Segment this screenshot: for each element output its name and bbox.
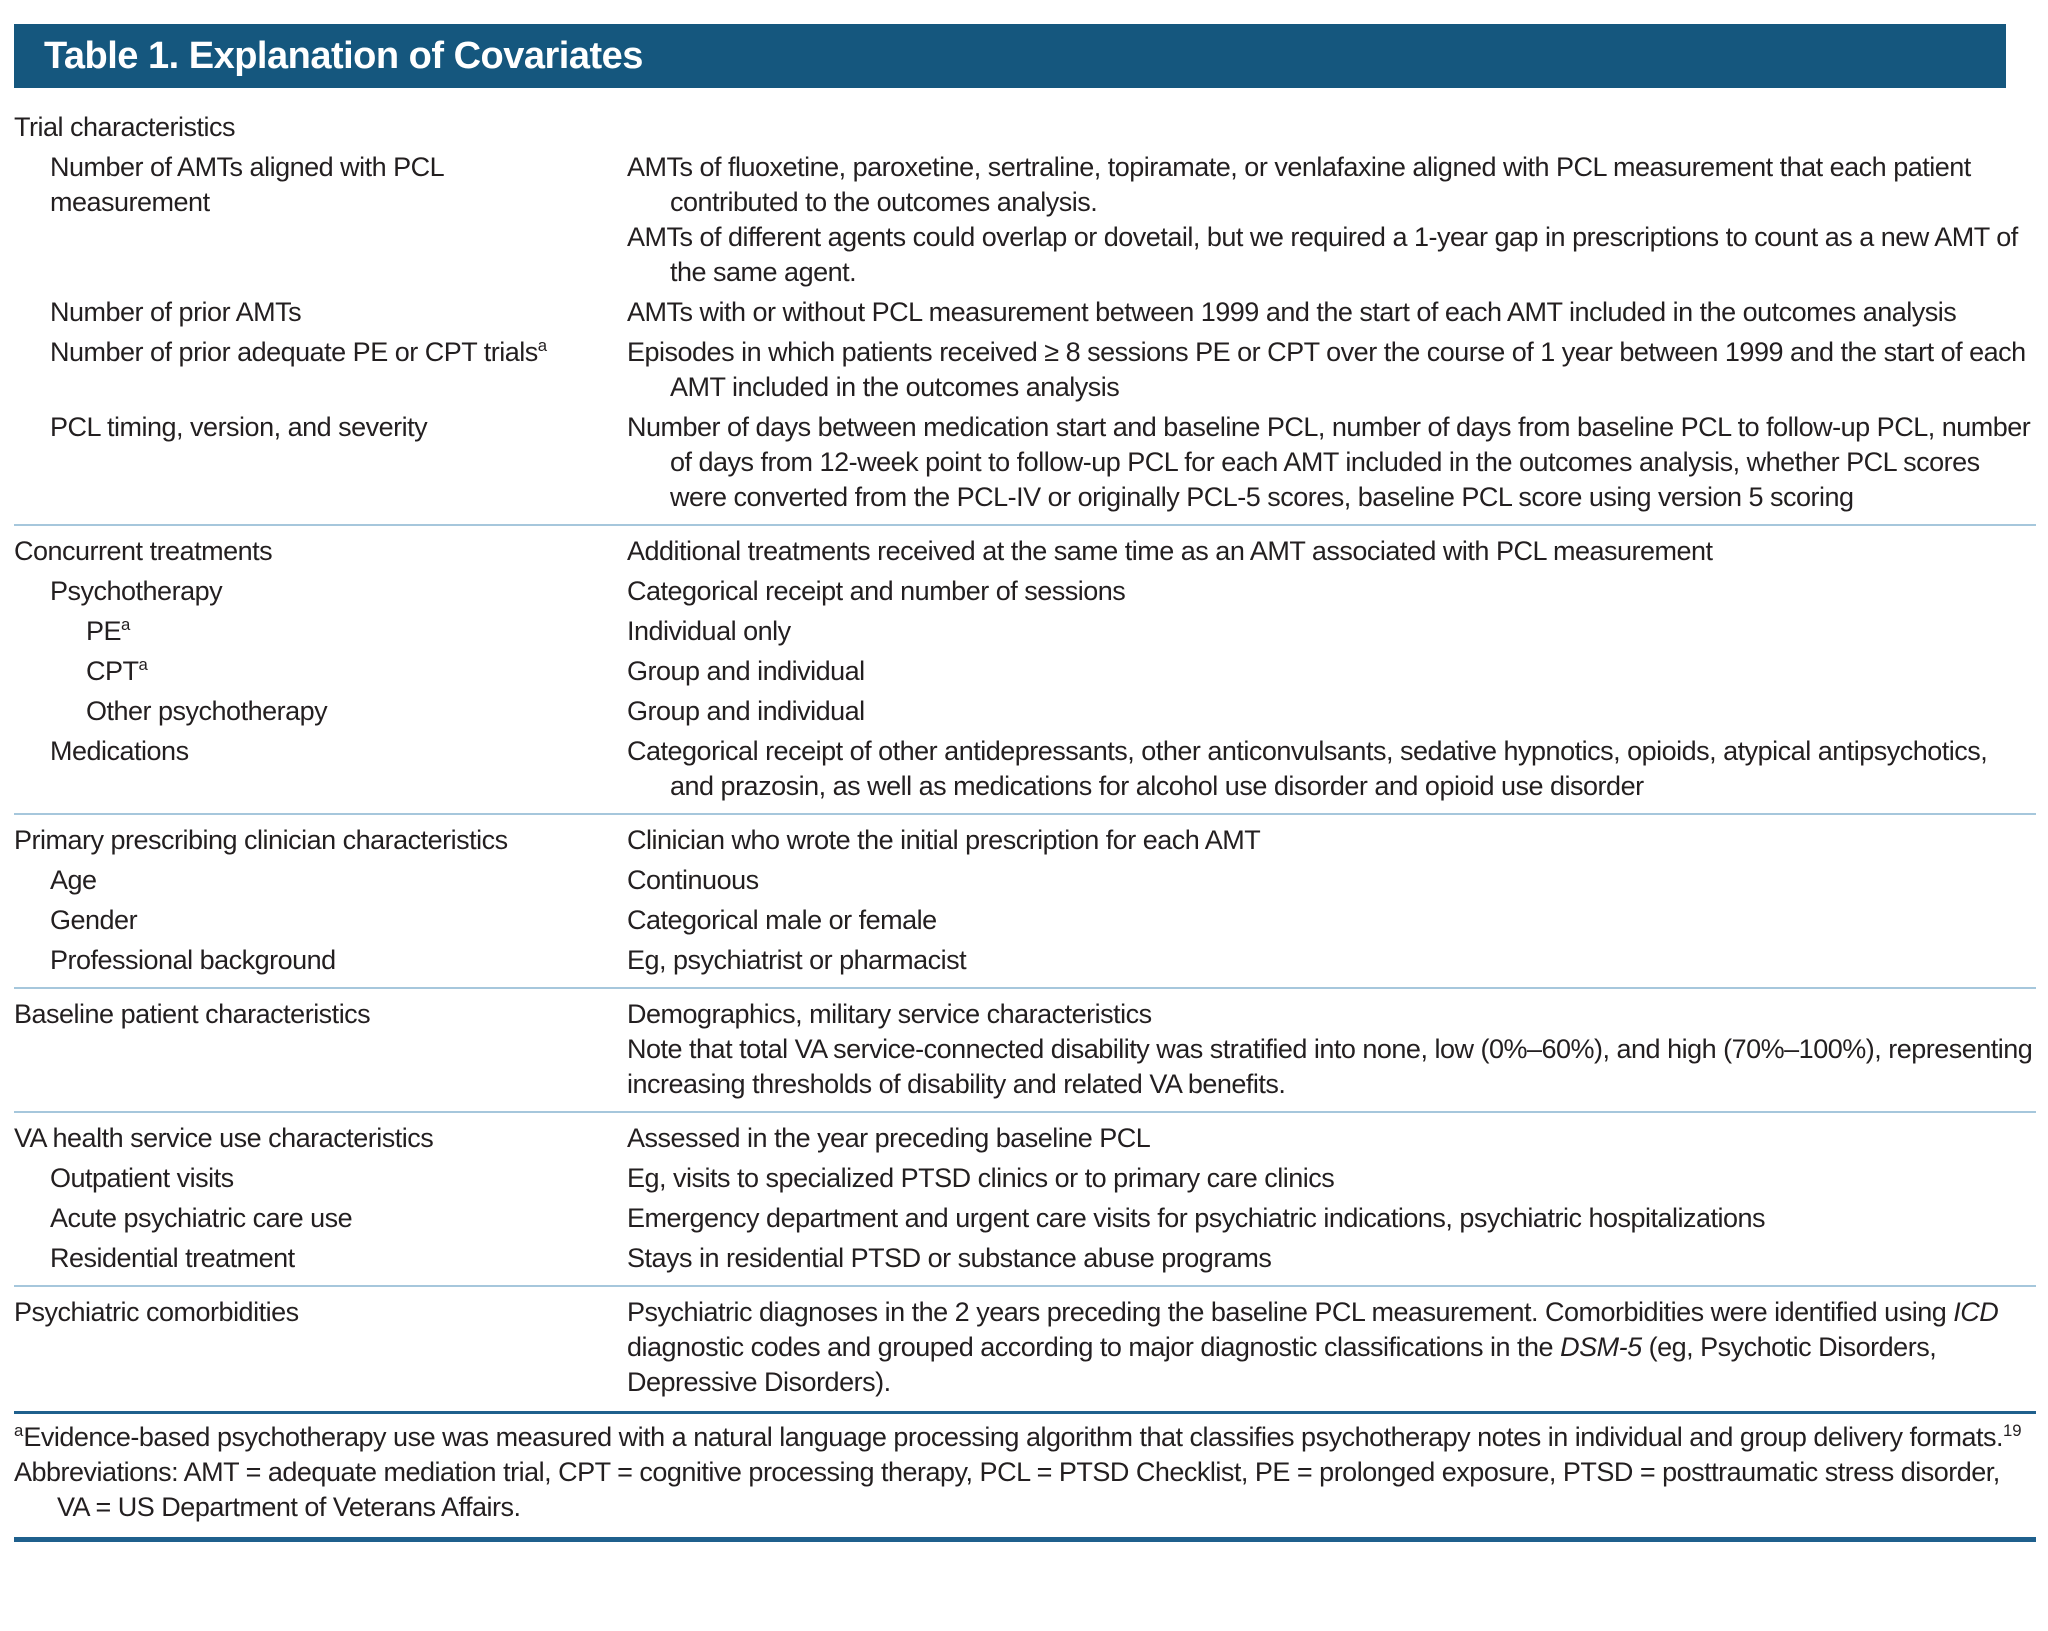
row-concurrent-treatments <box>14 534 2036 569</box>
row-trial-characteristics <box>14 110 2036 145</box>
covariate-description <box>627 410 2036 515</box>
term-text: Psychiatric comorbidities <box>14 1297 299 1327</box>
footnote-marker: a <box>138 655 148 674</box>
covariate-description <box>627 654 2036 689</box>
description-paragraph: AMTs with or without PCL measurement between 1999 and the start of each AMT included in the outcomes analysis <box>627 297 1957 327</box>
covariate-term <box>14 1241 627 1276</box>
covariate-description <box>627 150 2036 290</box>
covariate-term <box>14 823 627 858</box>
row-pcl-timing-version-severity <box>14 410 2036 515</box>
description-segment: diagnostic codes and grouped according to major diagnostic classifications in the <box>627 1332 1561 1362</box>
term-text: Number of prior adequate PE or CPT trials <box>50 337 538 367</box>
section-prescribing-clinician <box>14 813 2036 987</box>
term-text: PCL timing, version, and severity <box>50 412 428 442</box>
covariate-term <box>14 863 627 898</box>
table-title-bar <box>14 24 2006 88</box>
row-cpt <box>14 654 2036 689</box>
covariate-description <box>627 534 2036 569</box>
description-paragraph: Individual only <box>627 616 791 646</box>
term-text: Number of prior AMTs <box>50 297 302 327</box>
covariate-term <box>14 574 627 609</box>
term-text: Concurrent treatments <box>14 536 273 566</box>
description-paragraph: Categorical receipt of other antidepressants, other anticonvulsants, sedative hypnotics, opioids, atypical antipsychotics, and prazosin, as well as medications for alcohol use disorder and opioid use disorder <box>627 736 1988 801</box>
description-paragraph: Additional treatments received at the same time as an AMT associated with PCL measurement <box>627 536 1713 566</box>
covariate-term <box>14 997 627 1032</box>
description-segment: (eg, Psychotic Disorders, Depressive Disorders). <box>627 1332 1937 1397</box>
covariate-description <box>627 1121 2036 1156</box>
description-segment-italic: ICD <box>1953 1297 1999 1327</box>
description-paragraph: Episodes in which patients received ≥ 8 sessions PE or CPT over the course of 1 year between 1999 and the start of each AMT included in the outcomes analysis <box>627 337 2026 402</box>
covariate-description <box>627 1295 2036 1400</box>
footnote-a <box>14 1420 2036 1455</box>
section-baseline-patient <box>14 987 2036 1111</box>
term-text: Acute psychiatric care use <box>50 1203 353 1233</box>
footnote-reference-number: 19 <box>2002 1421 2022 1440</box>
covariate-term <box>14 903 627 938</box>
row-primary-prescribing-clinician <box>14 823 2036 858</box>
section-va-health-service-use <box>14 1111 2036 1285</box>
covariate-description <box>627 863 2036 898</box>
row-professional-background <box>14 943 2036 978</box>
description-paragraph: Emergency department and urgent care visits for psychiatric indications, psychiatric hospitalizations <box>627 1203 1766 1233</box>
description-segment: Psychiatric diagnoses in the 2 years preceding the baseline PCL measurement. Comorbidities were identified using <box>627 1297 1954 1327</box>
covariate-term <box>14 1121 627 1156</box>
covariate-term <box>14 734 627 769</box>
row-baseline-patient-characteristics <box>14 997 2036 1102</box>
term-text: Medications <box>50 736 189 766</box>
description-paragraph: Clinician who wrote the initial prescription for each AMT <box>627 825 1261 855</box>
section-psychiatric-comorbidities <box>14 1285 2036 1409</box>
description-paragraph: Categorical receipt and number of sessions <box>627 576 1126 606</box>
covariate-description <box>627 734 2036 804</box>
term-text: Other psychotherapy <box>86 696 328 726</box>
description-paragraph: Stays in residential PTSD or substance abuse programs <box>627 1243 1272 1273</box>
section-concurrent-treatments <box>14 524 2036 813</box>
row-age <box>14 863 2036 898</box>
description-paragraph: Number of days between medication start and baseline PCL, number of days from baseline PCL to follow-up PCL, number of days from 12-week point to follow-up PCL for each AMT included in the outcomes analysis, whether PCL scores were converted from the PCL-IV or originally PCL-5 scores, baseline PCL score using version 5 scoring <box>627 412 2031 512</box>
row-number-of-amts-aligned <box>14 150 2036 290</box>
row-number-of-prior-amts <box>14 295 2036 330</box>
row-outpatient-visits <box>14 1161 2036 1196</box>
covariate-description <box>627 335 2036 405</box>
covariate-description <box>627 295 2036 330</box>
covariate-description <box>627 997 2036 1102</box>
row-other-psychotherapy <box>14 694 2036 729</box>
description-paragraph: AMTs of fluoxetine, paroxetine, sertraline, topiramate, or venlafaxine aligned with PCL measurement that each patient contributed to the outcomes analysis. <box>627 152 1971 217</box>
footnotes <box>14 1411 2036 1542</box>
description-paragraph: Note that total VA service-connected disability was stratified into none, low (0%–60%), and high (70%–100%), representing increasing thresholds of disability and related VA benefits. <box>627 1034 2033 1099</box>
covariate-description <box>627 614 2036 649</box>
covariate-description <box>627 903 2036 938</box>
row-va-health-service-use <box>14 1121 2036 1156</box>
footnote-abbreviations <box>14 1455 2036 1525</box>
row-gender <box>14 903 2036 938</box>
term-text: VA health service use characteristics <box>14 1123 434 1153</box>
covariate-description <box>627 1161 2036 1196</box>
term-text: Residential treatment <box>50 1243 295 1273</box>
footnote-text: Evidence-based psychotherapy use was measured with a natural language processing algorithm that classifies psychotherapy notes in individual and group delivery formats. <box>23 1422 2003 1452</box>
table-title: Table 1. Explanation of Covariates <box>44 35 643 77</box>
covariate-term <box>14 110 627 145</box>
term-text: CPT <box>86 656 139 686</box>
term-text: Baseline patient characteristics <box>14 999 371 1029</box>
footnote-text: Abbreviations: AMT = adequate mediation trial, CPT = cognitive processing therapy, PCL = PTSD Checklist, PE = prolonged exposure, PTSD = posttraumatic stress disorder, VA = US Department of Veterans Affairs. <box>14 1457 2000 1522</box>
row-residential-treatment <box>14 1241 2036 1276</box>
term-text: Professional background <box>50 945 336 975</box>
term-text: Outpatient visits <box>50 1163 234 1193</box>
term-text: Trial characteristics <box>14 112 236 142</box>
covariate-term <box>14 654 627 689</box>
covariate-description <box>627 823 2036 858</box>
covariate-term <box>14 1161 627 1196</box>
covariate-term <box>14 694 627 729</box>
term-text: PE <box>86 616 122 646</box>
row-psychiatric-comorbidities <box>14 1295 2036 1400</box>
section-trial-characteristics <box>14 102 2036 524</box>
covariate-description <box>627 1241 2036 1276</box>
row-medications <box>14 734 2036 804</box>
covariate-description <box>627 1201 2036 1236</box>
description-paragraph: Group and individual <box>627 656 865 686</box>
row-pe <box>14 614 2036 649</box>
covariate-description <box>627 943 2036 978</box>
covariate-term <box>14 335 627 370</box>
description-paragraph: AMTs of different agents could overlap or dovetail, but we required a 1-year gap in prescriptions to count as a new AMT of the same agent. <box>627 222 2018 287</box>
description-paragraph: Eg, visits to specialized PTSD clinics or to primary care clinics <box>627 1163 1335 1193</box>
description-paragraph: Continuous <box>627 865 759 895</box>
description-paragraph: Group and individual <box>627 696 865 726</box>
covariate-term <box>14 295 627 330</box>
covariate-description <box>627 574 2036 609</box>
description-paragraph: Demographics, military service characteristics <box>627 999 1152 1029</box>
term-text: Psychotherapy <box>50 576 223 606</box>
covariates-table <box>14 102 2036 1409</box>
term-text: Number of AMTs aligned with PCL measurement <box>50 152 444 217</box>
covariate-term <box>14 534 627 569</box>
covariate-term <box>14 943 627 978</box>
covariate-description <box>627 694 2036 729</box>
term-text: Age <box>50 865 97 895</box>
footnote-marker: a <box>121 615 131 634</box>
term-text: Gender <box>50 905 138 935</box>
description-paragraph <box>627 1295 2036 1400</box>
footnote-marker: a <box>14 1421 24 1440</box>
description-paragraph: Assessed in the year preceding baseline PCL <box>627 1123 1151 1153</box>
covariate-term <box>14 1295 627 1330</box>
description-paragraph: Categorical male or female <box>627 905 937 935</box>
covariate-term <box>14 1201 627 1236</box>
covariate-term <box>14 150 534 220</box>
covariate-term <box>14 614 627 649</box>
row-psychotherapy <box>14 574 2036 609</box>
row-number-of-prior-pe-cpt-trials <box>14 335 2036 405</box>
description-segment-italic: DSM-5 <box>1560 1332 1642 1362</box>
row-acute-psychiatric-care-use <box>14 1201 2036 1236</box>
term-text: Primary prescribing clinician characteristics <box>14 825 508 855</box>
footnote-marker: a <box>537 336 548 355</box>
covariate-term <box>14 410 627 445</box>
description-paragraph: Eg, psychiatrist or pharmacist <box>627 945 967 975</box>
